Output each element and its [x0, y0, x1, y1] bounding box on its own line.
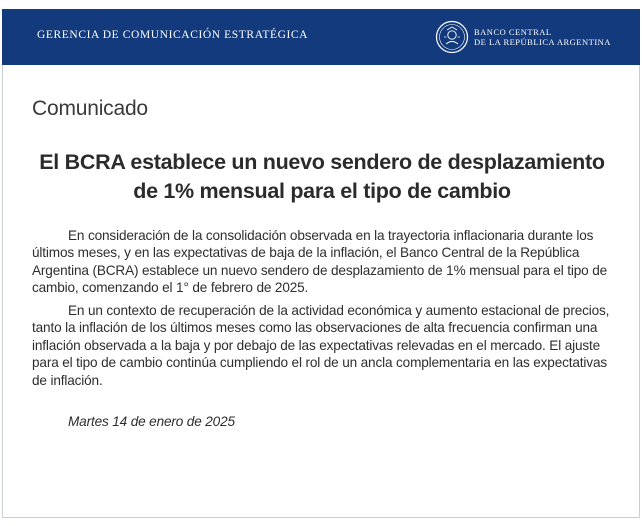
- bank-name: [474, 27, 611, 47]
- department-title: GERENCIA DE COMUNICACIÓN ESTRATÉGICA: [37, 29, 309, 41]
- headline-line2: de 1% mensual para el tipo de cambio: [133, 179, 511, 203]
- bank-name-line1: BANCO CENTRAL: [474, 27, 552, 37]
- header-bar: [2, 9, 640, 65]
- document-type-label: Comunicado: [32, 97, 148, 120]
- headline-line1: El BCRA establece un nuevo sendero de desplazamiento: [39, 150, 605, 174]
- headline: [32, 148, 612, 206]
- bcra-seal-icon: [435, 20, 469, 54]
- body-paragraph-2: En un contexto de recuperación de la actividad económica y aumento estacional de precios, tanto la inflación de los últimos meses como las observaciones de alta frecuencia confirman una inflación observada a la baja y por debajo de las expectativas relevadas en el mercado. El ajuste para el tipo de cambio continúa cumpliendo el rol de un ancla complementaria en las expectativas de inflación.: [32, 303, 610, 388]
- body-paragraph-1: En consideración de la consolidación observada en la trayectoria inflacionaria durante los últimos meses, y en las expectativas de baja de la inflación, el Banco Central de la República Argentina (BCRA) establece un nuevo sendero de desplazamiento de 1% mensual para el tipo de cambio, comenzando el 1° de febrero de 2025.: [32, 228, 608, 296]
- bank-name-line2: DE LA REPÚBLICA ARGENTINA: [474, 37, 611, 47]
- document-date: Martes 14 de enero de 2025: [68, 414, 235, 429]
